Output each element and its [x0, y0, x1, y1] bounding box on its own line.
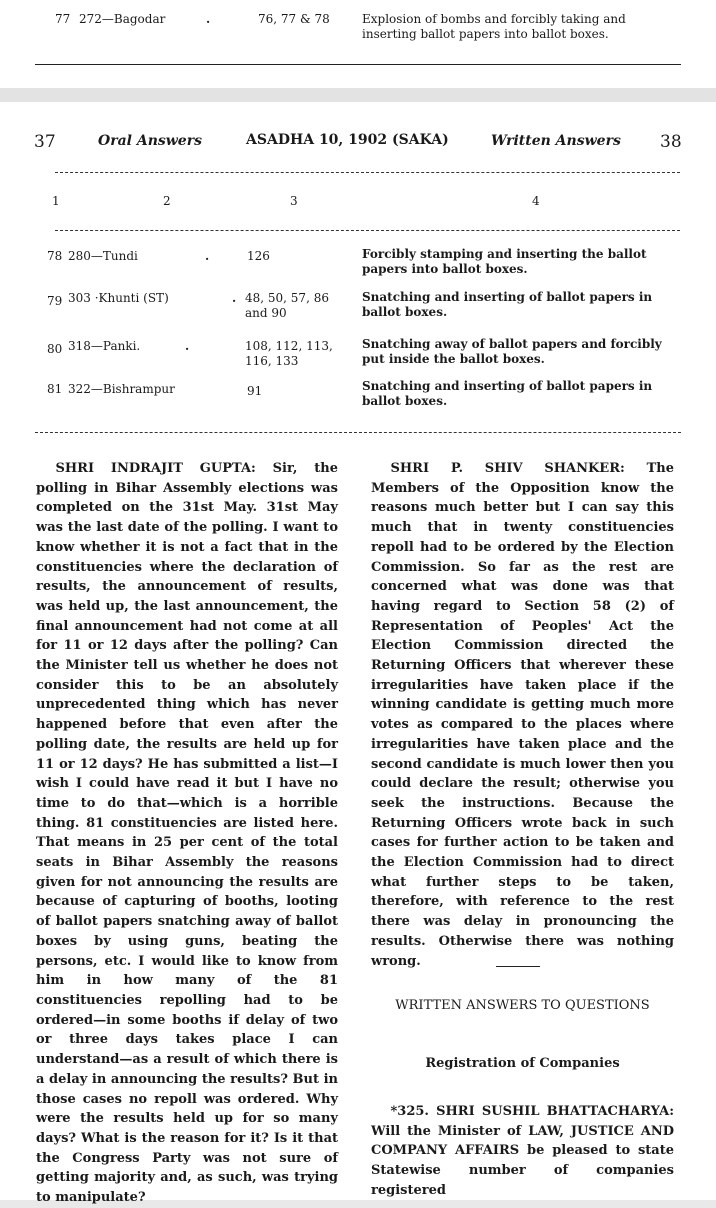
row-number: 79	[47, 294, 63, 308]
constituency: 318—Panki.	[68, 339, 141, 353]
question-paragraph	[371, 1102, 674, 1201]
left-running-title: Oral Answers	[98, 133, 202, 149]
question-text: Will the Minister of LAW, JUSTICE AND COMPANY AFFAIRS be pleased to state Statewise number of companies registered	[371, 1123, 674, 1198]
row-number: 77	[55, 12, 71, 26]
left-page-number: 37	[34, 132, 56, 152]
header-rule	[55, 172, 680, 173]
row-number: 80	[47, 342, 63, 356]
right-running-title: Written Answers	[491, 133, 621, 149]
right-page-number: 38	[660, 132, 682, 152]
booth-numbers: 48, 50, 57, 86 and 90	[245, 291, 329, 320]
speaker-name: SHRI INDRAJIT GUPTA:	[55, 461, 256, 476]
running-date: ASADHA 10, 1902 (SAKA)	[246, 132, 449, 148]
speech-text: Sir, the polling in Bihar Assembly elections was completed on the 31st May. 31st May was the last date of the polling. I want to know whether it is not a fact that in the constituencies where the declaration of results, the announcement of results, was held up, the last announcement, the final announcement had not come at all for 11 or 12 days after the polling? Can the Minister tell us whether he does not consider this to be an absolutely unprecedented thing which has never happened before that even after the polling date, the results are held up for 11 or 12 days? He has submitted a list—I wish I could have read it but I have no time to do that—which is a horrible thing. 81 constituencies are listed here. That means in 25 per cent of the total seats in Bihar Assembly the reasons given for not announcing the results are because of capturing of booths, looting of ballot papers snatching away of ballot boxes by using guns, beating the persons, etc. I would like to know from him in how many of the 81 constituencies repolling had to be ordered—in some booths if delay of two or three days takes place I can understand—as a result of which there is a delay in announcing the results? But in those cases no repoll was ordered. Why were the results held up for so many days? What is the reason for it? Is it that the Congress Party was not sure of getting majority and, as such, was trying to manipulate?	[36, 461, 338, 1206]
incident-description: Forcibly stamping and inserting the ballot papers into ballot boxes.	[362, 247, 647, 276]
question-number: *325.	[390, 1104, 429, 1119]
leader-dot: .	[205, 249, 210, 263]
row-number: 81	[47, 382, 63, 396]
constituency: 322—Bishrampur	[68, 382, 175, 396]
table-header-rule	[55, 230, 680, 231]
left-column	[36, 459, 338, 1208]
col-number-1: 1	[52, 194, 60, 208]
incident-description: Snatching away of ballot papers and forcibly put inside the ballot boxes.	[362, 337, 662, 366]
constituency: 280—Tundi	[68, 249, 138, 263]
previous-page-fragment	[0, 0, 716, 88]
section-separator	[496, 966, 540, 967]
booth-numbers: 108, 112, 113, 116, 133	[245, 339, 333, 368]
incident-description: Snatching and inserting of ballot papers in ballot boxes.	[362, 379, 653, 408]
document-page	[0, 102, 716, 1206]
leader-dot: .	[232, 291, 237, 305]
speaker-name: SHRI P. SHIV SHANKER:	[390, 461, 625, 476]
booth-numbers: 76, 77 & 78	[258, 12, 330, 26]
row-number: 78	[47, 249, 63, 263]
table-bottom-rule	[35, 432, 681, 433]
col-number-4: 4	[532, 194, 540, 208]
booth-numbers: 91	[247, 384, 263, 398]
leader-dot: .	[206, 12, 211, 26]
booth-numbers: 126	[247, 249, 270, 263]
page-gap	[0, 88, 716, 102]
col-number-3: 3	[290, 194, 298, 208]
section-heading: WRITTEN ANSWERS TO QUESTIONS	[395, 998, 650, 1013]
divider	[35, 64, 681, 65]
right-column	[371, 459, 674, 971]
col-number-2: 2	[163, 194, 171, 208]
leader-dot: .	[185, 339, 190, 353]
sub-heading: Registration of Companies	[425, 1056, 620, 1071]
speech-text: The Members of the Opposition know the reasons much better but I can say this much that in twenty constituencies repoll had to be ordered by the Election Commission. So far as the rest are concerned what was done was that having regard to Section 58 (2) of Representation of Peoples' Act the Election Commission directed the Returning Officers that wherever these irregularities have taken place if the winning candidate is getting much more votes as compared to the places where irregularities have taken place and the second candidate is much lower then you could declare the result; otherwise you seek the instructions. Because the Returning Officers wrote back in such cases for further action to be taken and the Election Commission had to direct what further steps to be taken, therefore, with reference to the rest there was delay in pronouncing the results. Otherwise there was nothing wrong.	[371, 461, 674, 969]
question-speaker: SHRI SUSHIL BHATTACHARYA:	[436, 1104, 674, 1119]
incident-description: Snatching and inserting of ballot papers in ballot boxes.	[362, 290, 653, 319]
constituency: 303 ·Khunti (ST)	[68, 291, 169, 305]
incident-description: Explosion of bombs and forcibly taking and inserting ballot papers into ballot boxes.	[362, 12, 626, 41]
constituency: 272—Bagodar	[79, 12, 166, 26]
